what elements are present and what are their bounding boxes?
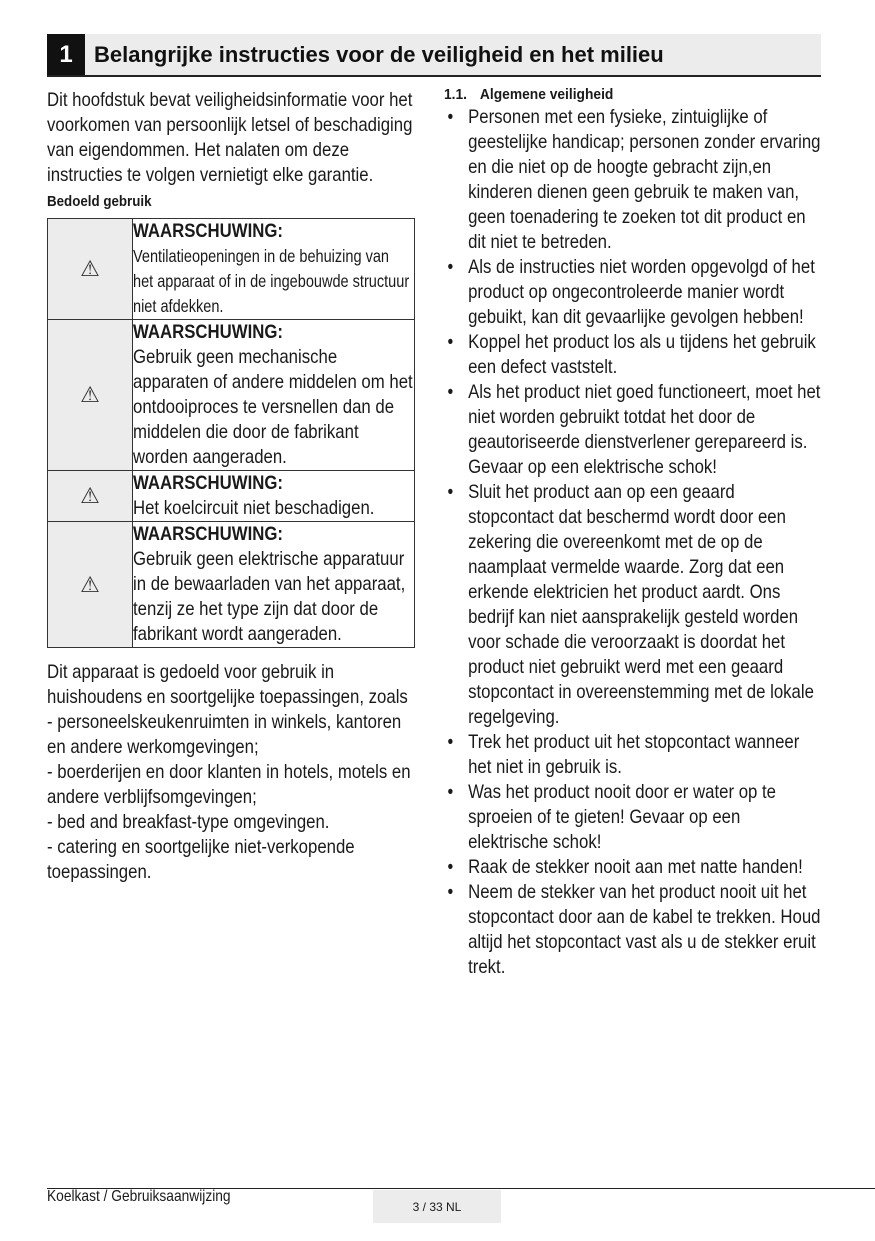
list-item: • Als het product niet goed functioneert, moet het niet worden gebruikt totdat het door de geautoriseerde dienstverlener gerepareerd is. Gevaar op een elektrische schok! <box>447 381 821 478</box>
chapter-header <box>47 34 821 77</box>
usage-line: - bed and breakfast-type omgevingen. <box>47 811 330 833</box>
warning-row <box>48 471 415 522</box>
section-title: Algemene veiligheid <box>479 86 614 103</box>
warning-row <box>48 219 415 320</box>
list-item: • Als de instructies niet worden opgevolgd of het product op ongecontroleerde manier wordt gebuikt, kan dit gevaarlijke gevolgen hebben! <box>447 256 815 328</box>
warning-text: Ventilatieopeningen in de behuizing van het apparaat of in de ingebouwde structuur niet afdekken. <box>133 246 410 316</box>
warnings-table <box>47 218 415 648</box>
safety-bullet-list <box>444 105 823 980</box>
warning-text: Het koelcircuit niet beschadigen. <box>133 497 375 519</box>
bullet-icon: • <box>447 382 454 403</box>
bullet-icon: • <box>447 257 454 278</box>
warning-icon: ⚠ <box>48 522 133 648</box>
usage-line: - boerderijen en door klanten in hotels, motels en andere verblijfsomgevingen; <box>47 761 411 808</box>
warning-icon: ⚠ <box>48 219 133 320</box>
warning-title: WAARSCHUWING: <box>133 523 283 545</box>
bullet-icon: • <box>447 782 454 803</box>
warning-text: Gebruik geen elektrische apparatuur in de bewaarladen van het apparaat, tenzij ze het type zijn dat door de fabrikant wordt aangeraden. <box>133 548 406 645</box>
list-item: • Koppel het product los als u tijdens het gebruik een defect vaststelt. <box>447 331 816 378</box>
list-item: • Raak de stekker nooit aan met natte handen! <box>447 856 803 878</box>
warning-text: Gebruik geen mechanische apparaten of andere middelen om het ontdooiproces te versnellen dan de middelen die door de fabrikant worden aangeraden. <box>133 346 413 468</box>
warning-title: WAARSCHUWING: <box>133 321 283 343</box>
list-item: • Personen met een fysieke, zintuiglijke of geestelijke handicap; personen zonder ervaring en die niet op de hoogte gebracht zijn,en kinderen dienen geen gebruik te maken van, geen toenadering te zoeken tot dit product en dit niet te betreden. <box>447 106 821 253</box>
section-heading <box>444 86 794 103</box>
warning-icon: ⚠ <box>48 471 133 522</box>
intended-use-heading: Bedoeld gebruik <box>47 194 152 210</box>
usage-line: - catering en soortgelijke niet-verkopende toepassingen. <box>47 836 355 883</box>
bullet-icon: • <box>447 107 454 128</box>
section-number: 1.1. <box>444 86 468 103</box>
usage-line: Dit apparaat is gedoeld voor gebruik in huishoudens en soortgelijke toepassingen, zoals <box>47 661 408 708</box>
list-item: • Sluit het product aan op een geaard stopcontact dat beschermd wordt door een zekering die overeenkomt met de op de naamplaat vermelde waarde. Zorg dat een erkende elektricien het product aardt. Ons bedrijf kan niet aansprakelijk gesteld worden voor schade die veroorzaakt is doordat het product niet gebruikt werd met een geaard stopcontact in overeenstemming met de lokale regelgeving. <box>447 481 814 728</box>
warning-icon: ⚠ <box>48 320 133 471</box>
usage-paragraph <box>47 660 418 885</box>
footer-doc-title: Koelkast / Gebruiksaanwijzing <box>47 1188 231 1205</box>
warning-row <box>48 320 415 471</box>
bullet-icon: • <box>447 332 454 353</box>
right-column <box>444 86 824 980</box>
usage-line: - personeelskeukenruimten in winkels, kantoren en andere werkomgevingen; <box>47 711 402 758</box>
chapter-title: Belangrijke instructies voor de veiligheid en het milieu <box>94 42 664 67</box>
page-number: 3 / 33 NL <box>373 1190 501 1223</box>
bullet-icon: • <box>447 882 454 903</box>
list-item: • Trek het product uit het stopcontact wanneer het niet in gebruik is. <box>447 731 800 778</box>
intro-paragraph: Dit hoofdstuk bevat veiligheidsinformatie voor het voorkomen van persoonlijk letsel of beschadiging van eigendommen. Het nalaten om deze instructies te volgen vernietigt elke garantie. <box>47 89 413 186</box>
warning-title: WAARSCHUWING: <box>133 220 283 242</box>
left-column <box>47 88 419 885</box>
bullet-icon: • <box>447 857 454 878</box>
bullet-icon: • <box>447 732 454 753</box>
list-item: • Neem de stekker van het product nooit uit het stopcontact door aan de kabel te trekken. Houd altijd het stopcontact vast als u de stekker eruit trekt. <box>447 881 821 978</box>
warning-title: WAARSCHUWING: <box>133 472 283 494</box>
warning-row <box>48 522 415 648</box>
chapter-number: 1 <box>47 34 85 75</box>
bullet-icon: • <box>447 482 454 503</box>
list-item: • Was het product nooit door er water op te sproeien of te gieten! Gevaar op een elektrische schok! <box>447 781 777 853</box>
